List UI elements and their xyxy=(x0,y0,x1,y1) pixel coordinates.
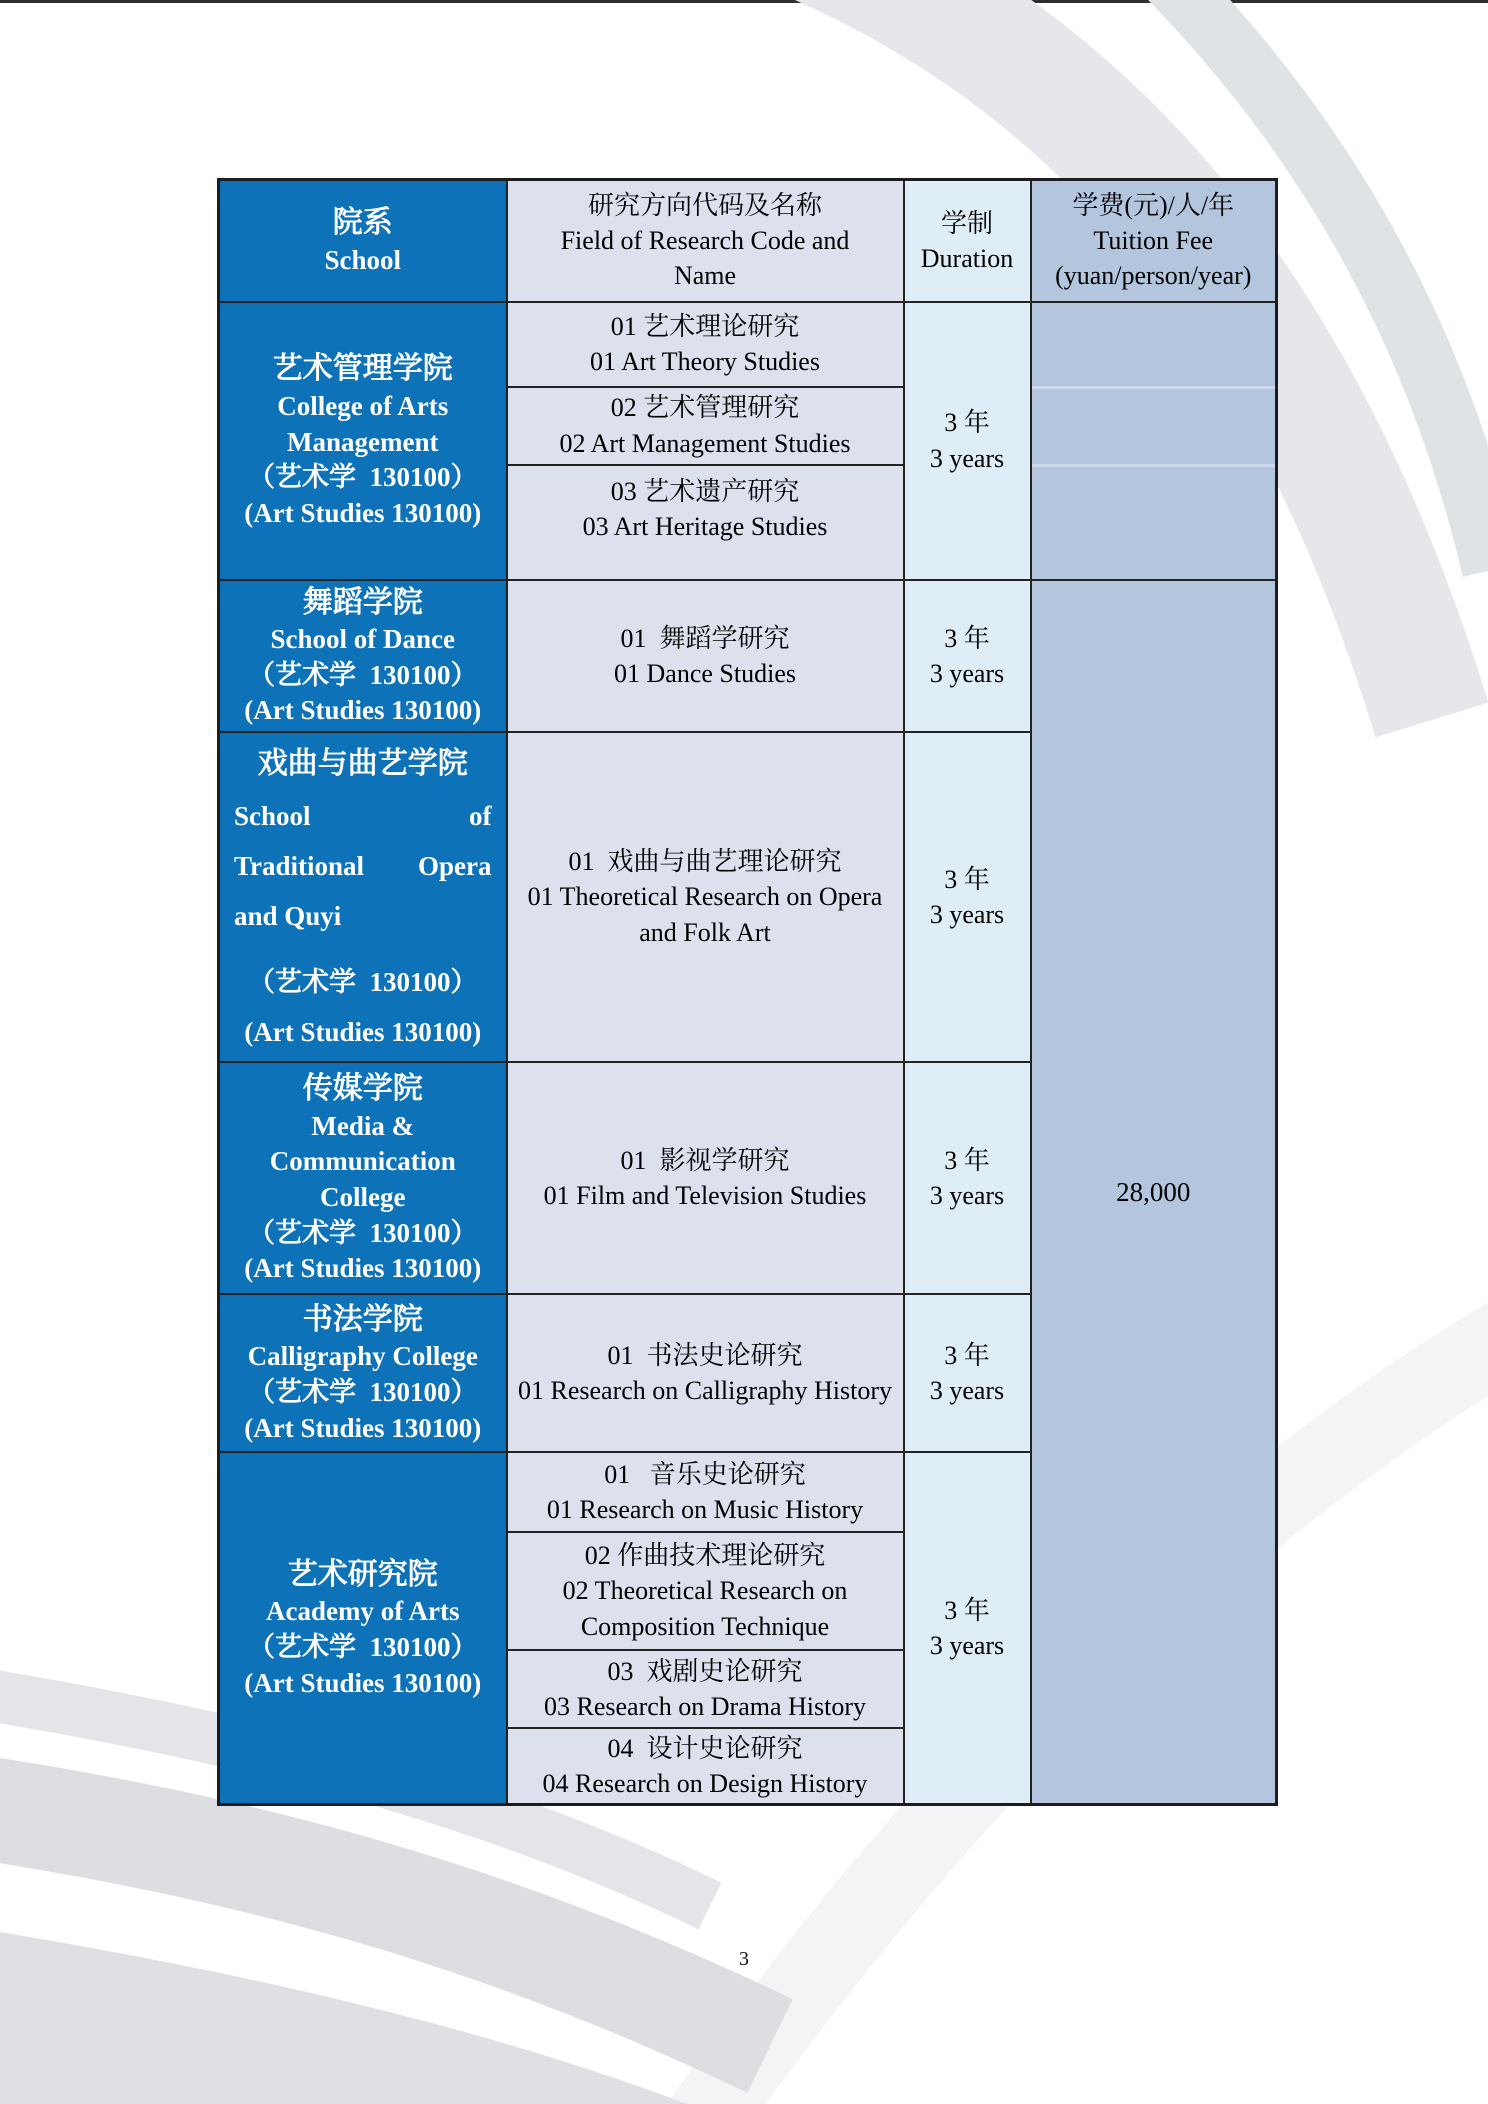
school-name-en-line3: and Quyi xyxy=(234,900,342,931)
duration-cn: 3 年 xyxy=(944,1340,990,1370)
field-en: 01 Research on Music History xyxy=(546,1494,864,1524)
header-tuition-cell xyxy=(1031,180,1277,302)
field-cell xyxy=(507,1728,904,1805)
field-cn: 03 戏剧史论研究 xyxy=(607,1656,803,1686)
field-cn: 01 艺术理论研究 xyxy=(610,311,800,341)
school-code-en: (Art Studies 130100) xyxy=(244,497,482,528)
duration-en: 3 years xyxy=(929,1375,1005,1405)
tuition-cell-merged xyxy=(1031,580,1277,1805)
field-en: 01 Art Theory Studies xyxy=(590,347,820,376)
school-code-en: (Art Studies 130100) xyxy=(244,1667,482,1698)
field-en: 02 Theoretical Research on Composition Technique xyxy=(562,1576,854,1641)
school-name-en: Calligraphy College xyxy=(247,1341,478,1372)
duration-cell xyxy=(904,580,1031,732)
school-code-en: (Art Studies 130100) xyxy=(244,1412,482,1443)
school-cell-arts-management xyxy=(219,302,507,580)
field-cn: 01 影视学研究 xyxy=(620,1145,790,1175)
field-cn: 02 艺术管理研究 xyxy=(610,393,800,423)
table-row xyxy=(219,302,1277,387)
header-tuition-en2: (yuan/person/year) xyxy=(1055,261,1252,291)
duration-cell xyxy=(904,1294,1031,1452)
duration-cn: 3 年 xyxy=(944,1145,990,1175)
school-code-cn: （艺术学 130100） xyxy=(248,659,478,690)
header-field-en: Field of Research Code and xyxy=(560,226,850,256)
field-cn: 04 设计史论研究 xyxy=(607,1733,803,1763)
duration-en: 3 years xyxy=(929,1180,1005,1210)
school-code-en: (Art Studies 130100) xyxy=(244,695,482,726)
school-name-en: Media & Communication College xyxy=(269,1110,463,1212)
field-cell xyxy=(507,1532,904,1650)
field-cn: 01 戏曲与曲艺理论研究 xyxy=(568,847,842,877)
field-en: 01 Dance Studies xyxy=(614,658,796,688)
field-cell xyxy=(507,1062,904,1294)
duration-cn: 3 年 xyxy=(944,1595,990,1625)
field-en: 01 Research on Calligraphy History xyxy=(517,1375,893,1405)
duration-cell xyxy=(904,1062,1031,1294)
school-cell-traditional-opera-and-quyi xyxy=(219,732,507,1062)
duration-cn: 3 年 xyxy=(944,623,990,653)
header-tuition-cn: 学费(元)/人/年 xyxy=(1072,191,1235,221)
school-cell-academy-of-arts xyxy=(219,1452,507,1805)
duration-en: 3 years xyxy=(929,443,1005,473)
school-name-en-line2: Traditional Opera xyxy=(234,850,492,881)
school-code-cn: （艺术学 130100） xyxy=(248,1632,478,1663)
school-code-en: (Art Studies 130100) xyxy=(244,1253,482,1284)
header-duration-en: Duration xyxy=(920,243,1014,273)
school-name-cn: 艺术管理学院 xyxy=(272,352,453,386)
tuition-value: 28,000 xyxy=(1116,1176,1191,1207)
school-code-cn: （艺术学 130100） xyxy=(248,462,478,493)
school-name-cn: 书法学院 xyxy=(302,1302,423,1336)
field-en: 03 Art Heritage Studies xyxy=(582,511,828,541)
duration-cn: 3 年 xyxy=(944,864,990,894)
duration-en: 3 years xyxy=(929,658,1005,688)
tuition-cell-empty xyxy=(1031,302,1277,580)
school-name-en-line1: School of xyxy=(234,800,492,831)
header-field-en2: Name xyxy=(673,261,737,291)
field-cell xyxy=(507,580,904,732)
field-en: 01 Film and Television Studies xyxy=(543,1180,867,1210)
field-cell xyxy=(507,465,904,580)
field-en: 01 Theoretical Research on Opera and Folk Art xyxy=(527,882,889,947)
page-number: 3 xyxy=(739,1948,749,1970)
table-header-row xyxy=(219,180,1277,302)
school-name-cn: 舞蹈学院 xyxy=(302,585,423,619)
field-cell xyxy=(507,1452,904,1532)
field-en: 02 Art Management Studies xyxy=(559,428,851,458)
school-name-cn: 传媒学院 xyxy=(302,1072,423,1106)
field-cn: 01 音乐史论研究 xyxy=(604,1459,806,1489)
field-cn: 01 舞蹈学研究 xyxy=(620,623,790,653)
field-en: 04 Research on Design History xyxy=(542,1769,868,1799)
school-name-en: School of Dance xyxy=(270,624,455,655)
school-code-en: (Art Studies 130100) xyxy=(244,1016,482,1047)
school-code-cn: （艺术学 130100） xyxy=(248,1376,478,1407)
school-cell-calligraphy-college xyxy=(219,1294,507,1452)
field-en: 03 Research on Drama History xyxy=(543,1691,867,1721)
header-duration-cell xyxy=(904,180,1031,302)
field-cell xyxy=(507,1650,904,1728)
school-name-cn: 艺术研究院 xyxy=(287,1557,438,1591)
field-cell xyxy=(507,1294,904,1452)
header-school-cell xyxy=(219,180,507,302)
programs-table xyxy=(217,178,1278,1806)
field-cell xyxy=(507,302,904,387)
duration-en: 3 years xyxy=(929,1631,1005,1661)
school-name-en: Academy of Arts xyxy=(266,1596,460,1627)
duration-en: 3 years xyxy=(929,899,1005,929)
school-code-cn: （艺术学 130100） xyxy=(248,1217,478,1248)
field-cell xyxy=(507,387,904,465)
header-field-cn: 研究方向代码及名称 xyxy=(587,191,822,221)
school-name-cn: 戏曲与曲艺学院 xyxy=(257,747,468,781)
header-school-en: School xyxy=(324,244,402,275)
duration-cn: 3 年 xyxy=(944,408,990,438)
duration-cell xyxy=(904,1452,1031,1805)
field-cn: 01 书法史论研究 xyxy=(607,1340,803,1370)
school-name-en: College of Arts Management xyxy=(277,391,455,457)
header-field-cell xyxy=(507,180,904,302)
duration-cell xyxy=(904,732,1031,1062)
header-tuition-en: Tuition Fee xyxy=(1093,226,1214,256)
field-cn: 02 作曲技术理论研究 xyxy=(584,1541,826,1571)
field-cn: 03 艺术遗产研究 xyxy=(610,476,800,506)
duration-cell xyxy=(904,302,1031,580)
header-school-cn: 院系 xyxy=(332,206,393,240)
table-row xyxy=(219,580,1277,732)
school-cell-media-communication-college xyxy=(219,1062,507,1294)
header-duration-cn: 学制 xyxy=(940,208,993,238)
school-code-cn: （艺术学 130100） xyxy=(248,966,478,997)
field-cell xyxy=(507,732,904,1062)
school-cell-school-of-dance xyxy=(219,580,507,732)
